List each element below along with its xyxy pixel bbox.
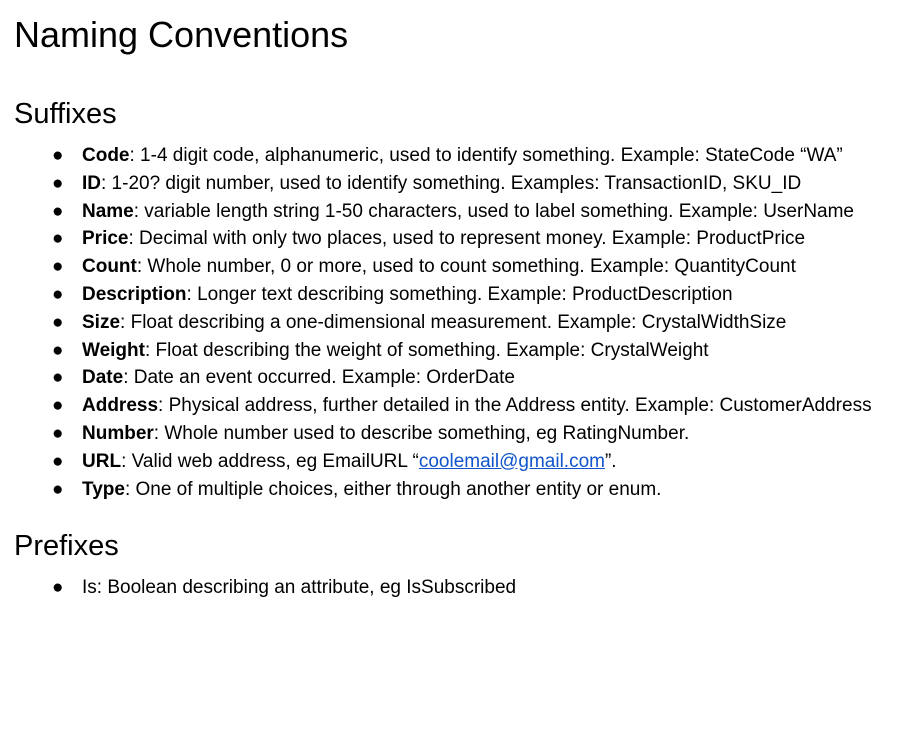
term-description: : 1-4 digit code, alphanumeric, used to identify something. Example: StateCode “WA” [129,145,843,166]
document-body [14,0,899,602]
term: Code [82,145,130,166]
term-description: : Decimal with only two places, used to represent money. Example: ProductPrice [128,228,806,250]
bullet-icon: ● [52,172,64,194]
term: Address [82,395,159,417]
list-item [14,281,892,309]
section-heading-prefixes: Prefixes [14,530,119,563]
bullet-icon: ● [52,478,64,500]
list-item [14,476,892,504]
bullet-icon: ● [52,367,64,389]
bullet-icon: ● [52,200,64,222]
list-item [14,420,892,448]
list-item [14,309,892,337]
term-description: : Whole number, 0 or more, used to count something. Example: QuantityCount [136,256,796,278]
term-description: : Float describing the weight of something. Example: CrystalWeight [144,339,709,361]
term-description: : One of multiple choices, either through another entity or enum. [124,478,662,500]
section-heading-suffixes: Suffixes [14,98,117,130]
bullet-icon: ● [52,311,64,333]
term: Name [82,200,134,222]
bullet-icon: ● [52,577,64,599]
term: Date [82,367,124,389]
bullet-icon: ● [52,395,64,417]
term-description: : Whole number used to describe something, eg RatingNumber. [153,422,690,444]
term-description: : 1-20? digit number, used to identify something. Examples: TransactionID, SKU_ID [101,172,802,194]
term-description: : Float describing a one-dimensional measurement. Example: CrystalWidthSize [120,311,787,333]
term: Description [82,283,187,305]
term: Number [82,422,154,444]
page-title: Naming Conventions [14,14,349,55]
bullet-icon: ● [52,339,64,361]
list-item [14,448,892,476]
bullet-icon: ● [52,145,64,166]
term-description: : Date an event occurred. Example: OrderDate [123,367,515,389]
suffix-list [14,142,899,503]
term: Count [82,256,137,278]
term-description: : Valid web address, eg EmailURL “ [121,450,419,472]
list-item [14,142,892,170]
prefix-text: Is: Boolean describing an attribute, eg IsSubscribed [82,577,517,599]
email-link[interactable]: coolemail@gmail.com [418,450,605,472]
bullet-icon: ● [52,450,64,472]
list-item [14,253,892,281]
list-item [14,337,892,365]
list-item [14,574,892,602]
prefix-list [14,574,899,602]
bullet-icon: ● [52,283,64,305]
list-item [14,170,892,198]
bullet-icon: ● [52,256,64,278]
list-item [14,392,892,420]
term-description-end: ”. [604,450,617,472]
term: Type [82,478,125,500]
term-description: : Physical address, further detailed in the Address entity. Example: CustomerAddress [158,395,872,417]
term-description: : variable length string 1-50 characters, used to label something. Example: UserName [133,200,854,222]
bullet-icon: ● [52,228,64,250]
bullet-icon: ● [52,422,64,444]
term: Price [82,228,129,250]
term-description: : Longer text describing something. Example: ProductDescription [186,283,733,305]
term: ID [82,172,101,194]
list-item [14,225,892,253]
list-item [14,198,892,226]
list-item [14,364,892,392]
term: Size [82,311,121,333]
term: URL [82,450,122,472]
term: Weight [82,339,145,361]
